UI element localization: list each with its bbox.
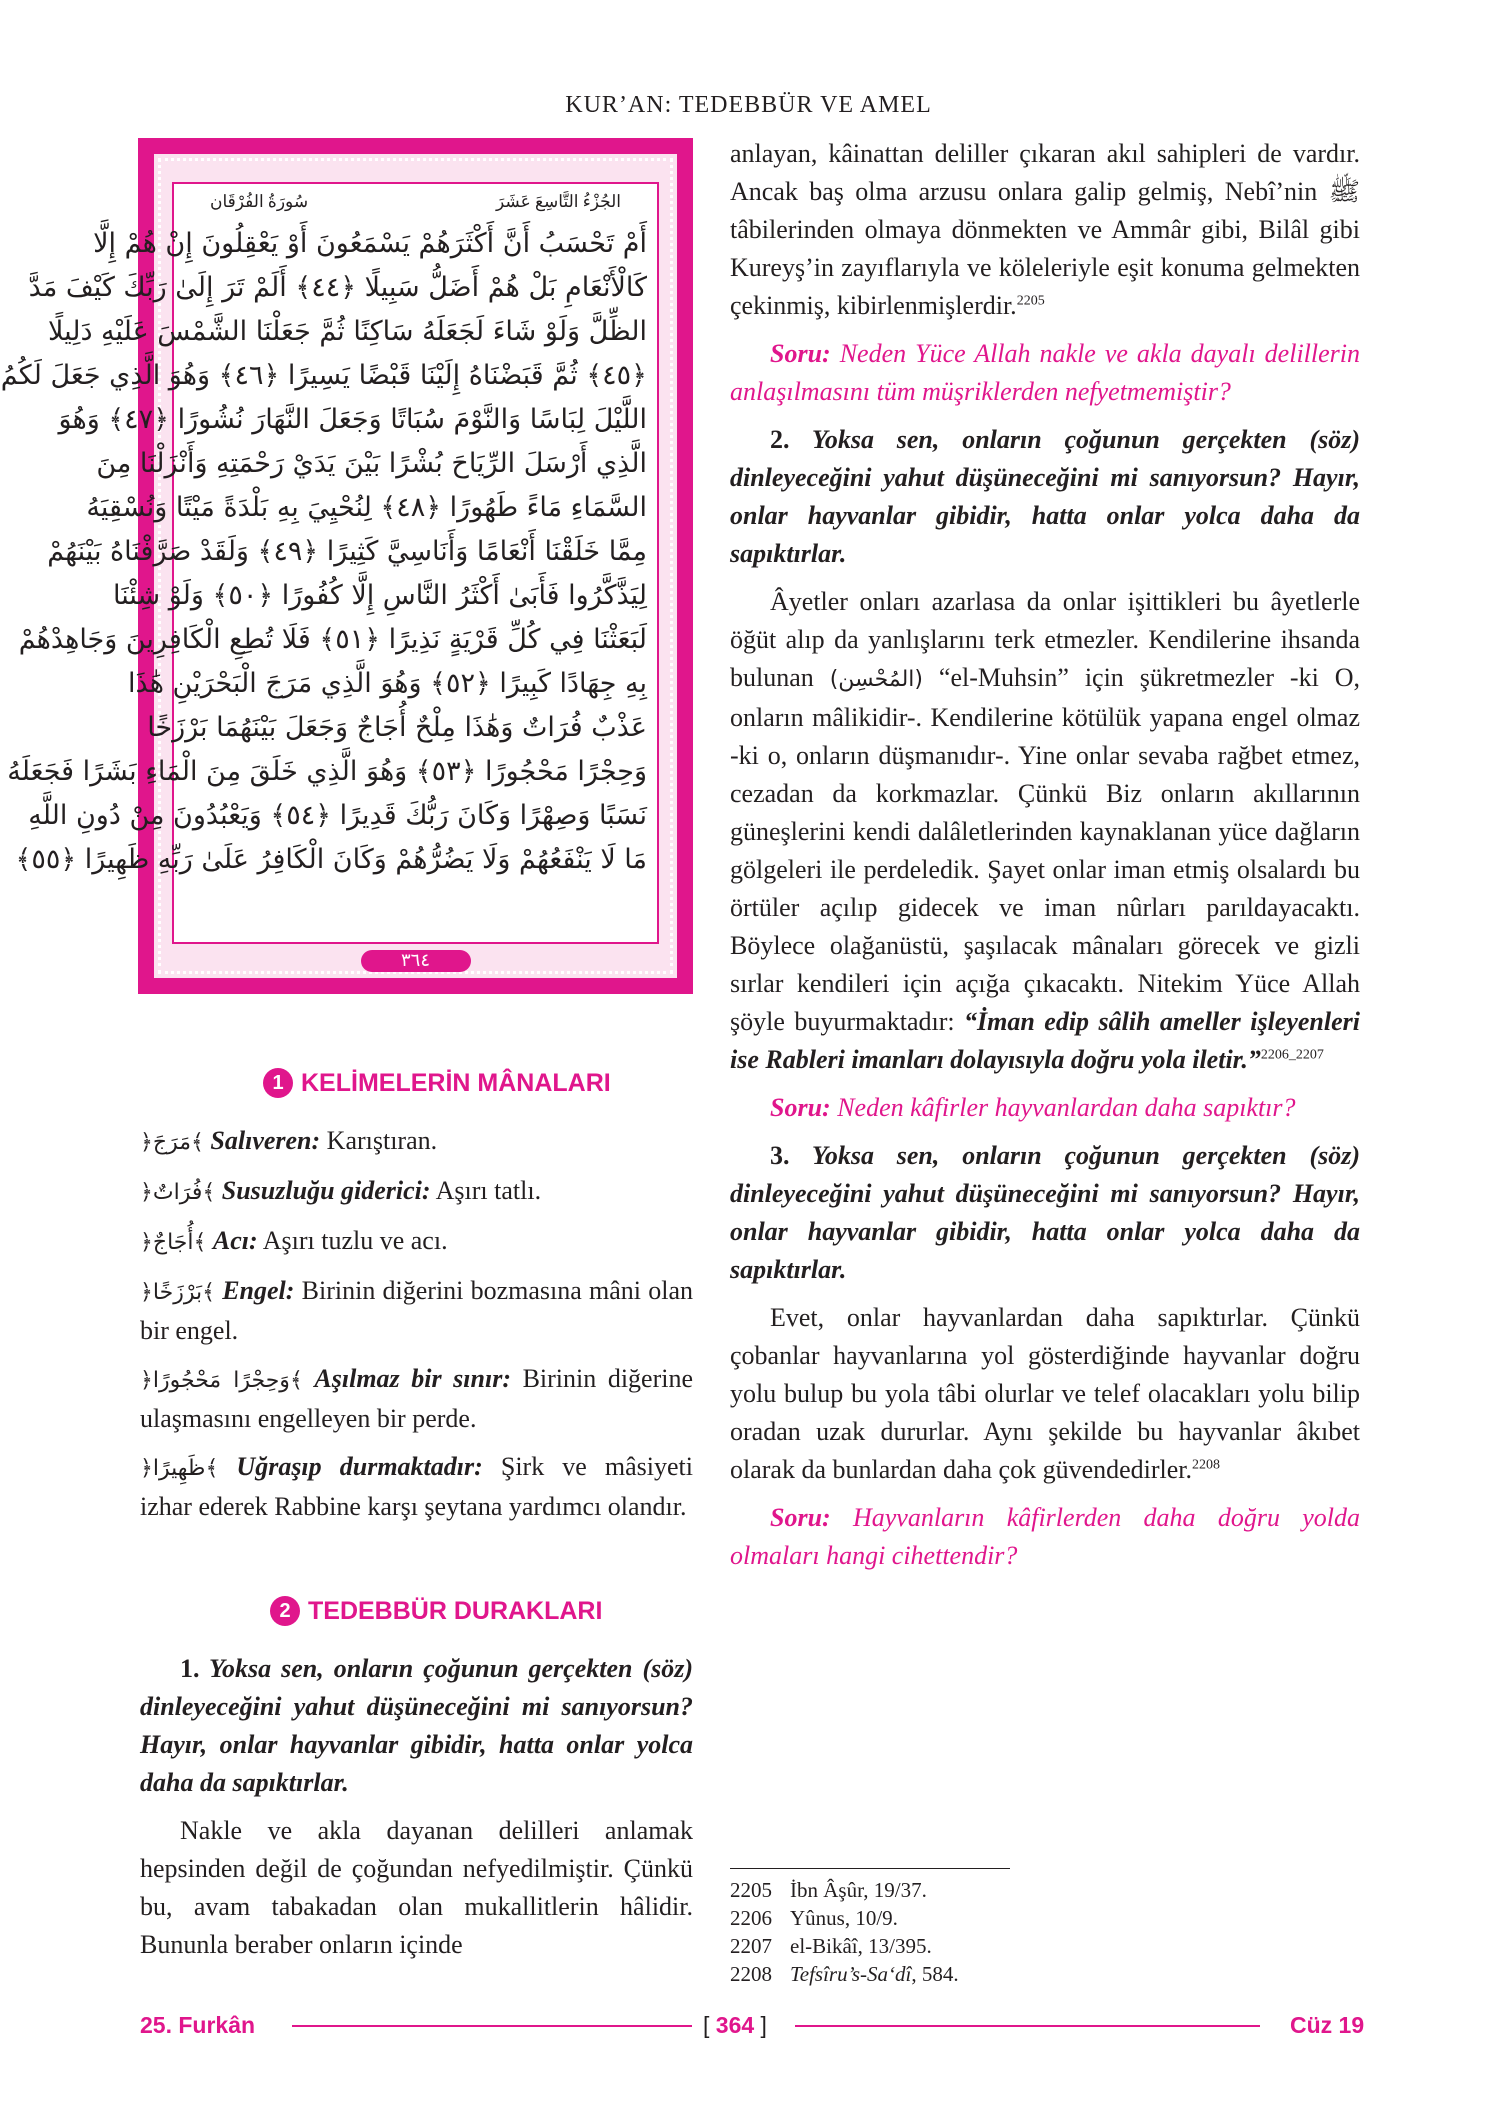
paragraph-text: Evet, onlar hayvanlardan daha sapıktırlar. Çünkü çobanlar hayvanlarına yol gösterdiğinde hayvanlar doğru yolu bulup bu yola tâbi olurlar ve telef olacakları yolu bilip oradan uzak dururlar. Aynı şekilde bu hayvanlar âkıbet olarak da bunlardan daha çok güvendedirler. (730, 1303, 1360, 1484)
footnote-ref: 2205 (1016, 293, 1045, 309)
section-title: KELİMELERİN MÂNALARI (301, 1068, 611, 1097)
quran-line: لَبَعَثْنَا فِي كُلِّ قَرْيَةٍ نَذِيرًا ﴿٥١﴾ فَلَا تُطِعِ الْكَافِرِينَ وَجَاهِدْهُمْ (18, 624, 647, 655)
footer-rule-left (292, 2025, 692, 2027)
meaning-text: Birinin diğerine ulaşmasını engelleyen bir perde. (140, 1364, 694, 1433)
quran-line: الظِّلَّ وَلَوْ شَاءَ لَجَعَلَهُ سَاكِنًا ثُمَّ جَعَلْنَا الشَّمْسَ عَلَيْهِ دَلِيلًا (47, 316, 647, 347)
quran-line: بِهِ جِهَادًا كَبِيرًا ﴿٥٢﴾ وَهُوَ الَّذِي مَرَجَ الْبَحْرَيْنِ هَٰذَا (128, 668, 647, 699)
verse-number: 1. (180, 1654, 200, 1683)
word-meanings-list (140, 1122, 693, 1536)
meaning-entry (140, 1172, 693, 1212)
arabic-word: ﴿فُرَاتٌ﴾ (140, 1180, 216, 1205)
question-text: Neden kâfirler hayvanlardan daha sapıktır? (830, 1093, 1296, 1122)
footnote-number: 2205 (730, 1878, 772, 1902)
section-heading-reflection (270, 1596, 602, 1626)
section-title: TEDEBBÜR DURAKLARI (308, 1596, 603, 1625)
question-paragraph (730, 1499, 1360, 1575)
question-text: Neden Yüce Allah nakle ve akla dayalı delillerin anlaşılmasını tüm müşriklerden nefyetmemiştir? (730, 339, 1360, 406)
quran-line: اللَّيْلَ لِبَاسًا وَالنَّوْمَ سُبَاتًا وَجَعَلَ النَّهَارَ نُشُورًا ﴿٤٧﴾ وَهُوَ (58, 404, 647, 435)
footnote-number: 2207 (730, 1934, 772, 1958)
quran-juz-label: الجُزْءُ التَّاسِعَ عَشَرَ (496, 192, 621, 211)
footnote (730, 1932, 932, 1960)
section-number-badge: 2 (270, 1596, 300, 1626)
footnote-text: , 584. (911, 1962, 959, 1986)
question-paragraph (730, 1089, 1360, 1127)
footnote-text: Yûnus, 10/9. (790, 1906, 898, 1930)
page-number: 364 (715, 2012, 755, 2038)
meaning-term: Uğraşıp durmaktadır: (236, 1452, 483, 1481)
question-label: Soru: (770, 1503, 831, 1532)
footnote-text: el-Bikâî, 13/395. (790, 1934, 932, 1958)
meaning-text: Birinin diğerini bozmasına mâni olan bir engel. (140, 1276, 693, 1345)
body-paragraph: Nakle ve akla dayanan delilleri anlamak hepsinden değil de çoğundan nefyedilmiştir. Çünkü bu, avam tabakadan olan mukallitlerin hâlidir. Bununla beraber onların içinde (140, 1816, 693, 1959)
footnote-text: Tefsîru’s-Sa‘dî (790, 1962, 912, 1986)
quran-line: السَّمَاءِ مَاءً طَهُورًا ﴿٤٨﴾ لِنُحْيِيَ بِهِ بَلْدَةً مَيْتًا وَنُسْقِيَهُ (86, 492, 647, 523)
body-paragraph (730, 1299, 1360, 1489)
body-paragraph (730, 583, 1360, 1079)
verse-paragraph (730, 1137, 1360, 1289)
arabic-word: ﴿وَحِجْرًا مَحْجُورًا﴾ (140, 1368, 303, 1393)
meaning-entry (140, 1272, 693, 1350)
quoted-verse: “İman edip sâlih ameller işleyenleri ise Rableri imanları dolayısıyla doğru yola iletir.” (730, 1007, 1360, 1074)
footnote (730, 1904, 898, 1932)
verse-text: Yoksa sen, onların çoğunun gerçekten (söz) dinleyeceğini yahut düşüneceğini mi sanıyorsun? Hayır, onlar hayvanlar gibidir, hatta onlar yolca daha da sapıktırlar. (730, 425, 1360, 568)
meaning-entry (140, 1360, 693, 1438)
meaning-term: Engel: (222, 1276, 295, 1305)
question-label: Soru: (770, 339, 831, 368)
meaning-text: Şirk ve mâsiyeti izhar ederek Rabbine karşı şeytana yardımcı olandır. (140, 1452, 694, 1521)
arabic-word: (المُحْسِن) (829, 667, 923, 692)
footnote-text: İbn Âşûr, 19/37. (790, 1878, 927, 1902)
page-header: KUR’AN: TEDEBBÜR VE AMEL (565, 92, 932, 118)
meaning-text: Aşırı tuzlu ve acı. (257, 1226, 448, 1255)
section-heading-meanings (263, 1068, 611, 1098)
quran-line: ﴿٤٥﴾ ثُمَّ قَبَضْنَاهُ إِلَيْنَا قَبْضًا يَسِيرًا ﴿٤٦﴾ وَهُوَ الَّذِي جَعَلَ لَكُمُ (0, 360, 647, 391)
quran-line: أَمْ تَحْسَبُ أَنَّ أَكْثَرَهُمْ يَسْمَعُونَ أَوْ يَعْقِلُونَ إِنْ هُمْ إِلَّا (93, 228, 647, 259)
question-label: Soru: (770, 1093, 831, 1122)
body-paragraph (730, 135, 1360, 325)
quran-line: لِيَذَّكَّرُوا فَأَبَىٰ أَكْثَرُ النَّاسِ إِلَّا كُفُورًا ﴿٥٠﴾ وَلَوْ شِئْنَا (112, 580, 647, 611)
meaning-term: Acı: (212, 1226, 258, 1255)
quran-line: مِمَّا خَلَقْنَا أَنْعَامًا وَأَنَاسِيَّ كَثِيرًا ﴿٤٩﴾ وَلَقَدْ صَرَّفْنَاهُ بَيْنَهُمْ (47, 536, 647, 567)
quran-line: نَسَبًا وَصِهْرًا وَكَانَ رَبُّكَ قَدِيرًا ﴿٥٤﴾ وَيَعْبُدُونَ مِنْ دُونِ اللَّهِ (28, 800, 647, 831)
footnote-divider (730, 1868, 1010, 1869)
verse-paragraph (140, 1650, 693, 1802)
quran-page-image (0, 138, 693, 994)
footnote-ref: 2208 (1192, 1457, 1221, 1473)
arabic-word: ﴿مَرَجَ﴾ (140, 1130, 204, 1155)
quran-line: الَّذِي أَرْسَلَ الرِّيَاحَ بُشْرًا بَيْنَ يَدَيْ رَحْمَتِهِ وَأَنْزَلْنَا مِنَ (96, 448, 647, 479)
quran-line: عَذْبٌ فُرَاتٌ وَهَٰذَا مِلْحٌ أُجَاجٌ وَجَعَلَ بَيْنَهُمَا بَرْزَخًا (147, 712, 647, 743)
verse-number: 3. (770, 1141, 790, 1170)
reflection-column-left (140, 1650, 693, 1974)
quran-page-number: ٣٦٤ (361, 950, 471, 972)
arabic-word: ﴿بَرْزَخًا﴾ (140, 1280, 215, 1305)
meaning-entry (140, 1448, 693, 1526)
arabic-word: ﴿ظَهِيرًا﴾ (140, 1456, 219, 1481)
meaning-entry (140, 1222, 693, 1262)
footnote-number: 2208 (730, 1962, 772, 1986)
paragraph-text: anlayan, kâinattan deliller çıkaran akıl sahipleri de vardır. Ancak baş olma arzusu onlara galip gelmiş, Nebî’nin ﷺ tâbilerinden olmaya dönmekten ve Ammâr gibi, Bilâl gibi Kureyş’in zayıflarıyla ve köleleriyle eşit konuma gelmekten çekinmiş, kibirlenmişlerdir. (730, 139, 1360, 320)
verse-paragraph (730, 421, 1360, 573)
meaning-entry (140, 1122, 693, 1162)
verse-text: Yoksa sen, onların çoğunun gerçekten (söz) dinleyeceğini yahut düşüneceğini mi sanıyorsun? Hayır, onlar hayvanlar gibidir, hatta onlar yolca daha da sapıktırlar. (730, 1141, 1360, 1284)
meaning-term: Aşılmaz bir sınır: (314, 1364, 511, 1393)
footer-surah: 25. Furkân (140, 2012, 256, 2038)
footnote (730, 1876, 927, 1904)
question-text: Hayvanların kâfirlerden daha doğru yolda olmaları hangi cihettendir? (730, 1503, 1360, 1570)
verse-text: Yoksa sen, onların çoğunun gerçekten (söz) dinleyeceğini yahut düşüneceğini mi sanıyorsun? Hayır, onlar hayvanlar gibidir, hatta onlar yolca daha da sapıktırlar. (140, 1654, 693, 1797)
meaning-text: Karıştıran. (320, 1126, 438, 1155)
paragraph-text: Âyetler onları azarlasa da onlar işittikleri bu âyetlerle öğüt alıp da yanlışlarını terk etmezler. Kendilerine ihsanda bulunan (730, 587, 1360, 692)
quran-line: مَا لَا يَنْفَعُهُمْ وَلَا يَضُرُّهُمْ وَكَانَ الْكَافِرُ عَلَىٰ رَبِّهِ ظَهِيرًا ﴿٥٥﴾ (15, 844, 647, 875)
footnote (730, 1960, 959, 1988)
question-paragraph (730, 335, 1360, 411)
quran-line: وَحِجْرًا مَحْجُورًا ﴿٥٣﴾ وَهُوَ الَّذِي خَلَقَ مِنَ الْمَاءِ بَشَرًا فَجَعَلَهُ (7, 756, 647, 787)
footnote-ref: 2206_2207 (1260, 1047, 1324, 1063)
footer-page-number: [ 364 ] (703, 2012, 767, 2038)
reflection-column-right (730, 135, 1360, 1585)
paragraph-text: “el-Muhsin” için şükretmezler -ki O, onların mâlikidir-. Kendilerine kötülük yapana engel olmaz -ki o, onların düşmanıdır-. Yine onlar sevaba rağbet etmez, cezadan da korkmazlar. Çünkü Biz onların akıllarının güneşlerini kendi dalâletlerinden kaynaklanan yüce dağların gölgeleri ile perdeledik. Şayet onlar iman etmiş olsalardı bu örtüler açılıp gidecek ve iman nûrları parıldayacaktı. Böylece olağanüstü, şaşılacak mânaları görecek ve gizli sırlar kendileri için açığa çıkacaktı. Nitekim Yüce Allah şöyle buyurmaktadır: (730, 663, 1361, 1036)
footer-juz: Cüz 19 (1290, 2012, 1365, 2038)
meaning-text: Aşırı tatlı. (430, 1176, 542, 1205)
meaning-term: Salıveren: (210, 1126, 321, 1155)
arabic-word: ﴿أُجَاجٌ﴾ (140, 1230, 207, 1255)
footer-rule-right (795, 2025, 1260, 2027)
quran-line: كَالْأَنْعَامِ بَلْ هُمْ أَضَلُّ سَبِيلًا ﴿٤٤﴾ أَلَمْ تَرَ إِلَىٰ رَبِّكَ كَيْفَ مَدَّ (28, 272, 647, 303)
verse-number: 2. (770, 425, 790, 454)
section-number-badge: 1 (263, 1068, 293, 1098)
meaning-term: Susuzluğu giderici: (221, 1176, 431, 1205)
quran-text-panel (0, 182, 659, 971)
footnote-number: 2206 (730, 1906, 772, 1930)
quran-surah-label: سُورَةُ الفُرْقَان (210, 192, 309, 211)
